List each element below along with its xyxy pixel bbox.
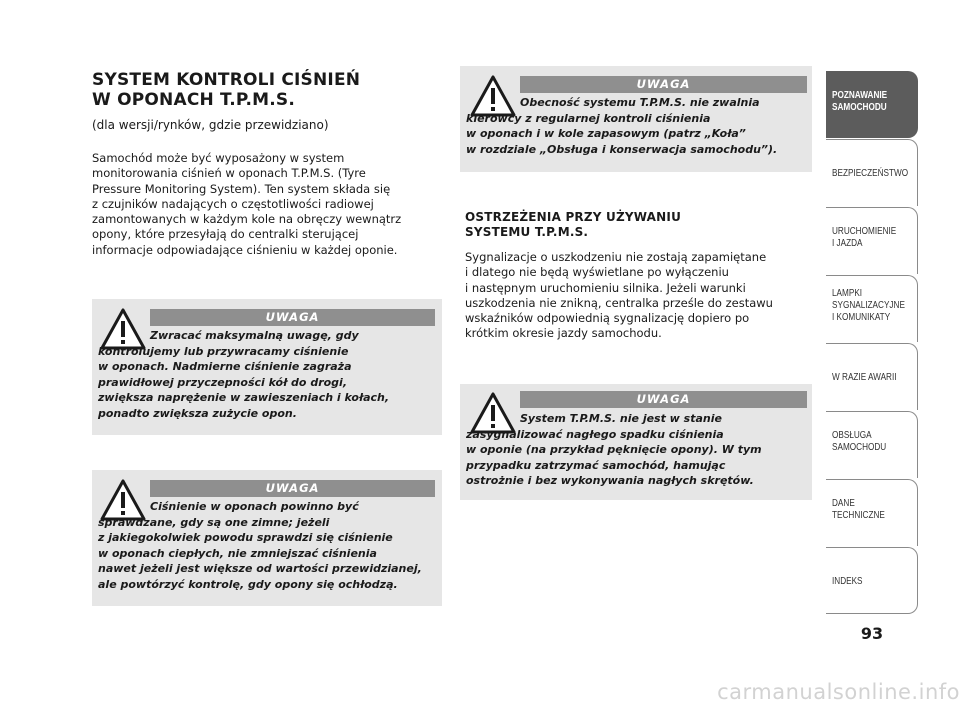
- warning-box-cold-tyres: [92, 470, 442, 606]
- tab-label: OBSŁUGA SAMOCHODU: [832, 430, 887, 453]
- warning-box-pressure-check: [92, 299, 442, 435]
- tab-bezpieczenstwo[interactable]: [826, 139, 918, 206]
- tab-label: POZNAWANIE SAMOCHODU: [832, 90, 888, 113]
- tab-uruchomienie-i-jazda[interactable]: [826, 207, 918, 274]
- tab-w-razie-awarii[interactable]: [826, 343, 918, 410]
- watermark: carmanualsonline.info: [717, 680, 960, 704]
- warning-text: Obecność systemu T.P.M.S. nie zwalnia kierowcy z regularnej kontroli ciśnienia w oponach i w kole zapasowym (patrz „Koła” w rozdziale „Obsługa i konserwacja samochodu”).: [466, 96, 778, 156]
- warning-header: UWAGA: [520, 76, 807, 93]
- tab-label: W RAZIE AWARII: [832, 372, 897, 383]
- section-title: SYSTEM KONTROLI CIŚNIEŃ W OPONACH T.P.M.S.: [92, 70, 361, 110]
- usage-paragraph: Sygnalizacje o uszkodzeniu nie zostają zapamiętane i dlatego nie będą wyświetlane po wyłączeniu i następnym uruchomieniu silnika. Jeżeli warunki uszkodzenia nie znikną, centralka prześle do zestawu wskaźników odpowiednią sygnalizację dopiero po krótkim okresie jazdy samochodu.: [465, 250, 773, 341]
- tab-label: BEZPIECZEŃSTWO: [832, 168, 909, 179]
- page-number: 93: [860, 624, 884, 643]
- tab-dane-techniczne[interactable]: [826, 479, 918, 546]
- intro-paragraph: Samochód może być wyposażony w system monitorowania ciśnień w oponach T.P.M.S. (Tyre Pressure Monitoring System). Ten system składa się z czujników nadających o częstotliwości radiowej zamontowanych w każdym kole na obręczy wewnątrz opony, które przesyłają do centralki sterującej informacje odpowiadające ciśnieniu w każdej oponie.: [92, 151, 402, 257]
- tab-label: INDEKS: [832, 576, 863, 587]
- warning-box-sudden-drop: [460, 384, 812, 500]
- tab-poznawanie-samochodu[interactable]: [826, 71, 918, 138]
- tab-label: URUCHOMIENIE I JAZDA: [832, 226, 897, 249]
- warning-box-regular-check: [460, 66, 812, 172]
- tab-label: LAMPKI SYGNALIZACYJNE I KOMUNIKATY: [832, 288, 905, 323]
- tab-lampki-sygnalizacyjne[interactable]: [826, 275, 918, 342]
- warning-text: Zwracać maksymalną uwagę, gdy kontrolujemy lub przywracamy ciśnienie w oponach. Nadmierne ciśnienie zagraża prawidłowej przyczepności kół do drogi, zwiększa naprężenie w zawieszeniach i kołach, ponadto zwiększa zużycie opon.: [98, 329, 390, 420]
- warning-text: System T.P.M.S. nie jest w stanie zasygnalizować nagłego spadku ciśnienia w oponie (na przykład pęknięcie opony). W tym przypadku zatrzymać samochód, hamując ostrożnie i bez wykonywania nagłych skrętów.: [466, 412, 762, 488]
- section-subtitle: (dla wersji/rynków, gdzie przewidziano): [92, 118, 329, 132]
- warning-header: UWAGA: [150, 480, 435, 497]
- warning-header: UWAGA: [150, 309, 435, 326]
- tab-obsluga-samochodu[interactable]: [826, 411, 918, 478]
- warning-text: Ciśnienie w oponach powinno być sprawdzane, gdy są one zimne; jeżeli z jakiegokolwiek powodu sprawdzi się ciśnienie w oponach ciepłych, nie zmniejszać ciśnienia nawet jeżeli jest większe od wartości przewidzianej, ale powtórzyć kontrolę, gdy opony się ochłodzą.: [98, 500, 422, 591]
- usage-heading: OSTRZEŻENIA PRZY UŻYWANIU SYSTEMU T.P.M.S.: [465, 210, 682, 239]
- tab-label: DANE TECHNICZNE: [832, 498, 885, 521]
- tab-indeks[interactable]: [826, 547, 918, 614]
- warning-header: UWAGA: [520, 391, 807, 408]
